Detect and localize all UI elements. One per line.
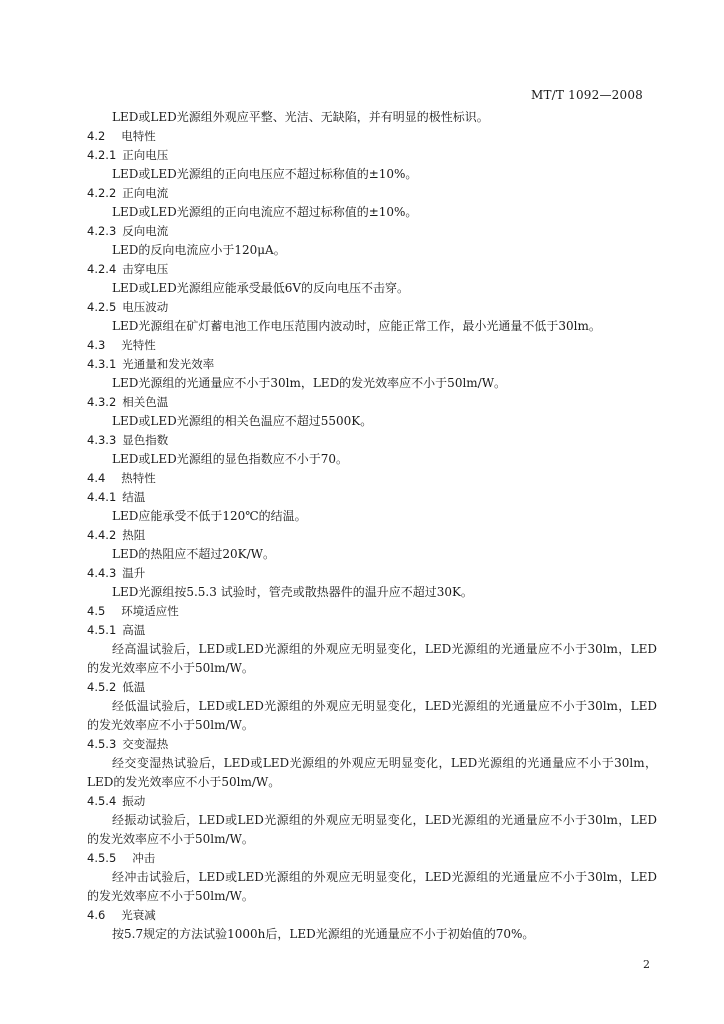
section-heading [87, 260, 657, 279]
section-number: 4.2.4 [87, 262, 117, 276]
section-title: 光特性 [121, 338, 156, 352]
section-number: 4.4.3 [87, 566, 117, 580]
section-number: 4.5.3 [87, 737, 117, 751]
section-heading [87, 488, 657, 507]
page-number: 2 [643, 958, 650, 971]
section-title: 振动 [122, 794, 146, 808]
section-title: 光衰减 [121, 908, 156, 922]
section-heading [87, 735, 657, 754]
paragraph-line: 经振动试验后，LED或LED光源组的外观应无明显变化，LED光源组的光通量应不小于30lm，LED [112, 813, 657, 827]
paragraph-line: 经冲击试验后，LED或LED光源组的外观应无明显变化，LED光源组的光通量应不小于30lm，LED [112, 870, 657, 884]
section-title: 正向电压 [122, 148, 169, 162]
paragraph-line: 经交变湿热试验后，LED或LED光源组的外观应无明显变化，LED光源组的光通量应不小于30lm， [112, 756, 657, 770]
section-title: 电压波动 [122, 300, 169, 314]
section-title: 冲击 [132, 851, 156, 865]
paragraph-line: LED的热阻应不超过20K/W。 [112, 547, 275, 561]
paragraph-line: 经高温试验后，LED或LED光源组的外观应无明显变化，LED光源组的光通量应不小于30lm，LED [112, 642, 657, 656]
section-title: 高温 [122, 623, 146, 637]
paragraph-line: LED或LED光源组应能承受最低6V的反向电压不击穿。 [112, 281, 410, 295]
standard-code: MT/T 1092—2008 [530, 88, 643, 102]
section-heading [87, 849, 657, 868]
section-heading [87, 678, 657, 697]
section-title: 交变湿热 [122, 737, 169, 751]
paragraph-line: LED或LED光源组外观应平整、光洁、无缺陷，并有明显的极性标识。 [112, 110, 489, 124]
section-title: 反向电流 [122, 224, 169, 238]
paragraph-line: 按5.7规定的方法试验1000h后，LED光源组的光通量应不小于初始值的70%。 [112, 927, 535, 941]
section-title: 热阻 [122, 528, 146, 542]
section-heading [87, 906, 657, 925]
paragraph-line: LED光源组在矿灯蓄电池工作电压范围内波动时，应能正常工作，最小光通量不低于30lm。 [112, 319, 601, 333]
section-title: 低温 [122, 680, 146, 694]
section-heading [87, 298, 657, 317]
section-title: 正向电流 [122, 186, 169, 200]
section-heading [87, 621, 657, 640]
section-heading [87, 526, 657, 545]
section-heading [87, 602, 657, 621]
paragraph-line: LED或LED光源组的显色指数应不小于70。 [112, 452, 348, 466]
section-title: 温升 [122, 566, 146, 580]
section-heading [87, 222, 657, 241]
section-title: 环境适应性 [121, 604, 179, 618]
section-number: 4.2.2 [87, 186, 117, 200]
paragraph-line: LED光源组的光通量应不小于30lm，LED的发光效率应不小于50lm/W。 [112, 376, 507, 390]
paragraph-line: LED或LED光源组的正向电流应不超过标称值的±10%。 [112, 205, 418, 219]
section-heading [87, 431, 657, 450]
paragraph-continuation: LED的发光效率应不小于50lm/W。 [87, 775, 281, 789]
section-number: 4.5.1 [87, 623, 117, 637]
section-number: 4.3.1 [87, 357, 117, 371]
section-title: 显色指数 [122, 433, 169, 447]
section-heading [87, 146, 657, 165]
section-number: 4.6 [87, 908, 106, 922]
section-number: 4.2.1 [87, 148, 117, 162]
paragraph-line: 经低温试验后，LED或LED光源组的外观应无明显变化，LED光源组的光通量应不小于30lm，LED [112, 699, 657, 713]
section-number: 4.2 [87, 129, 106, 143]
section-title: 相关色温 [122, 395, 169, 409]
section-title: 热特性 [121, 471, 156, 485]
section-title: 结温 [122, 490, 146, 504]
section-number: 4.5.2 [87, 680, 117, 694]
paragraph-line: LED光源组按5.5.3 试验时，管壳或散热器件的温升应不超过30K。 [112, 585, 473, 599]
section-number: 4.3.2 [87, 395, 117, 409]
section-number: 4.5.4 [87, 794, 117, 808]
section-number: 4.2.3 [87, 224, 117, 238]
section-number: 4.2.5 [87, 300, 117, 314]
paragraph-continuation: 的发光效率应不小于50lm/W。 [87, 718, 254, 732]
paragraph-line: LED或LED光源组的相关色温应不超过5500K。 [112, 414, 373, 428]
paragraph-continuation: 的发光效率应不小于50lm/W。 [87, 832, 254, 846]
section-heading [87, 355, 657, 374]
section-number: 4.5.5 [87, 851, 117, 865]
section-heading [87, 127, 657, 146]
paragraph-continuation: 的发光效率应不小于50lm/W。 [87, 889, 254, 903]
section-number: 4.4.1 [87, 490, 117, 504]
section-heading [87, 469, 657, 488]
section-heading [87, 184, 657, 203]
section-title: 光通量和发光效率 [122, 357, 215, 371]
paragraph-line: LED或LED光源组的正向电压应不超过标称值的±10%。 [112, 167, 418, 181]
section-title: 击穿电压 [122, 262, 169, 276]
section-title: 电特性 [121, 129, 156, 143]
paragraph-continuation: 的发光效率应不小于50lm/W。 [87, 661, 254, 675]
document-body [87, 108, 657, 944]
section-heading [87, 336, 657, 355]
section-heading [87, 393, 657, 412]
section-number: 4.3.3 [87, 433, 117, 447]
section-number: 4.3 [87, 338, 106, 352]
section-number: 4.5 [87, 604, 106, 618]
section-heading [87, 564, 657, 583]
section-number: 4.4 [87, 471, 106, 485]
section-heading [87, 792, 657, 811]
section-number: 4.4.2 [87, 528, 117, 542]
paragraph-line: LED的反向电流应小于120μA。 [112, 243, 286, 257]
paragraph-line: LED应能承受不低于120℃的结温。 [112, 509, 307, 523]
